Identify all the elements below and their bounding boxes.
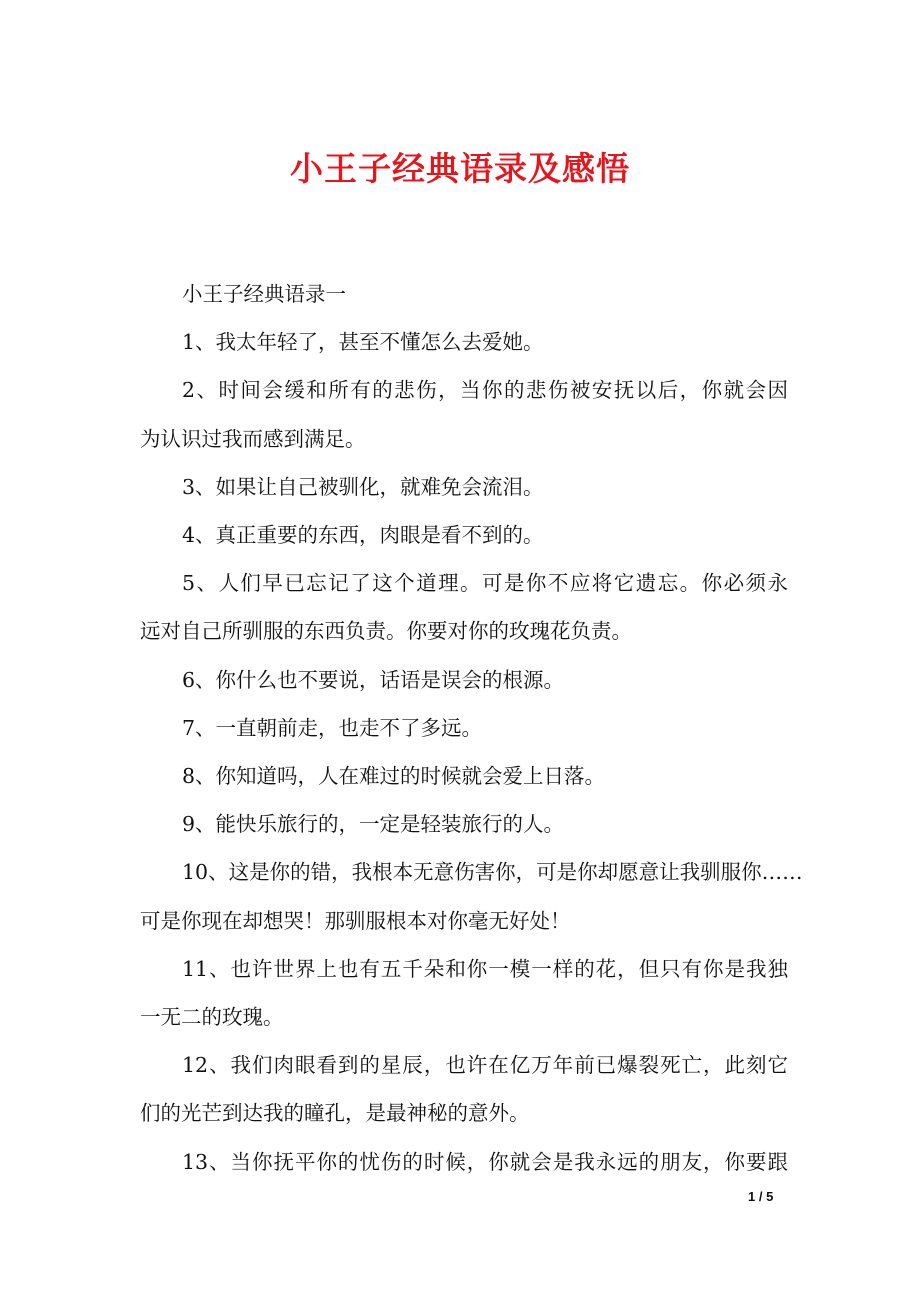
paragraph-line: 4、真正重要的东西，肉眼是看不到的。 <box>182 523 544 548</box>
paragraph-line: 可是你现在却想哭！那驯服根本对你毫无好处！ <box>140 908 571 933</box>
quote-paragraph <box>140 656 788 704</box>
paragraph-line: 8、你知道吗，人在难过的时候就会爱上日落。 <box>182 764 606 789</box>
quote-paragraph <box>140 1138 788 1186</box>
paragraph-line: 6、你什么也不要说，话语是误会的根源。 <box>182 667 565 692</box>
paragraph-line: 们的光芒到达我的瞳孔，是最神秘的意外。 <box>140 1101 530 1126</box>
quote-paragraph <box>140 1041 788 1137</box>
paragraph-line: 9、能快乐旅行的，一定是轻装旅行的人。 <box>182 812 565 837</box>
quote-paragraph <box>140 511 788 559</box>
quote-paragraph <box>140 559 788 655</box>
quote-paragraph <box>140 945 788 1041</box>
quote-paragraph <box>140 318 788 366</box>
paragraph-line: 远对自己所驯服的东西负责。你要对你的玫瑰花负责。 <box>140 619 632 644</box>
quote-paragraph <box>140 366 788 462</box>
paragraph-line: 为认识过我而感到满足。 <box>140 426 366 451</box>
paragraph-line: 13、当你抚平你的忧伤的时候，你就会是我永远的朋友，你要跟 <box>182 1149 788 1174</box>
paragraph-line: 2、时间会缓和所有的悲伤，当你的悲伤被安抚以后，你就会因 <box>182 378 788 403</box>
paragraph-line: 5、人们早已忘记了这个道理。可是你不应将它遗忘。你必须永 <box>182 571 788 596</box>
paragraph-line: 小王子经典语录一 <box>182 282 346 306</box>
paragraph-line: 一无二的玫瑰。 <box>140 1005 284 1030</box>
quote-paragraph <box>140 704 788 752</box>
paragraph-line: 7、一直朝前走，也走不了多远。 <box>182 715 483 740</box>
paragraph-line: 1、我太年轻了，甚至不懂怎么去爱她。 <box>182 330 544 355</box>
section-heading <box>140 270 788 318</box>
paragraph-line: 3、如果让自己被驯化，就难免会流泪。 <box>182 474 544 499</box>
paragraph-line: 12、我们肉眼看到的星辰，也许在亿万年前已爆裂死亡，此刻它 <box>182 1053 788 1078</box>
quote-paragraph <box>140 800 788 848</box>
document-body <box>140 270 803 1186</box>
quote-paragraph <box>140 752 788 800</box>
quote-paragraph <box>140 463 788 511</box>
quote-paragraph <box>140 848 803 944</box>
document-title: 小王子经典语录及感悟 <box>290 149 630 188</box>
paragraph-line: 10、这是你的错，我根本无意伤害你，可是你却愿意让我驯服你…… <box>182 860 803 885</box>
page-number: 1 / 5 <box>748 1189 774 1204</box>
paragraph-line: 11、也许世界上也有五千朵和你一模一样的花，但只有你是我独 <box>182 956 788 981</box>
